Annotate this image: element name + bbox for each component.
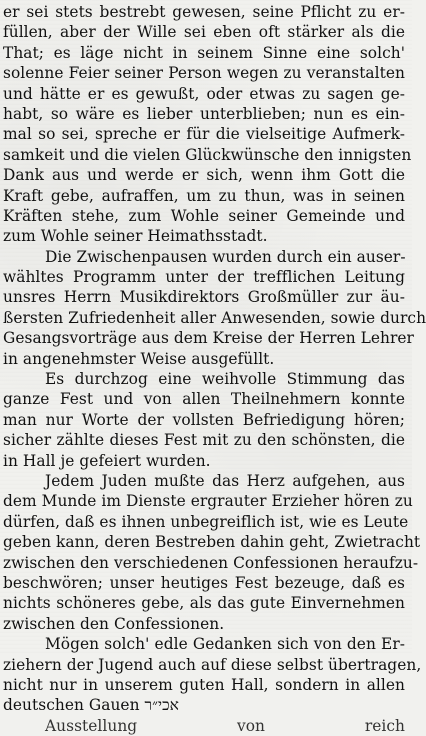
text-line: mal so sei, spreche er für die vielseitige Aufmerk- [3,125,405,144]
text-line: er sei stets bestrebt gewesen, seine Pflicht zu er- [3,3,405,21]
paragraph-start-line: Jedem Juden mußte das Herz aufgehen, aus [45,471,405,490]
text-line: sicher zählte dieses Fest mit zu den schönsten, die [3,431,405,450]
text-line: wähltes Programm unter der trefflichen Leitung [3,268,405,287]
text-line: dem Munde im Dienste ergrauter Erzieher hören zu [3,492,413,511]
text-line: That; es läge nicht in seinem Sinne eine solch' [3,43,405,62]
text-line: solenne Feier seiner Person wegen zu veranstalten [3,64,405,83]
text-line: habt, so wäre es lieber unterblieben; nun es ein- [3,104,405,123]
text-line: Dank aus und werde er sich, wenn ihm Gott die [3,166,405,185]
text-line: in angenehmster Weise ausgefüllt. [3,349,275,368]
text-line: dürfen, daß es ihnen unbegreiflich ist, wie es Leute [3,512,409,531]
text-line: unsres Herrn Musikdirektors Großmüller zur äu- [3,288,405,307]
text-line: Kraft gebe, aufraffen, um zu thun, was in seinen [3,186,405,205]
text-column [3,2,426,735]
text-line: in Hall je gefeiert wurden. [3,451,211,470]
paragraph-start-line: Mögen solch' edle Gedanken sich von den Er- [45,635,405,654]
next-article-fragment-line: Ausstellung von reich [45,716,405,735]
text-line: nicht nur in unserem guten Hall, sondern in allen [3,675,405,694]
text-line: ßersten Zufriedenheit aller Anwesenden, sowie durch [3,308,426,327]
text-line: und hätte er es gewußt, oder etwas zu sagen ge- [3,84,405,103]
text-line: zum Wohle seiner Heimathsstadt. [3,227,268,246]
text-line: man nur Worte der vollsten Befriedigung hören; [3,410,405,429]
text-line: zwischen den verschiedenen Confessionen heraufzu- [3,553,419,572]
paragraph-start-line: Die Zwischenpausen wurden durch ein auser- [45,247,406,266]
text-line: samkeit und die vielen Glückwünsche den innigsten [3,145,412,164]
text-line: nichts schöneres gebe, als das gute Einvernehmen [3,594,405,613]
text-line: Gesangsvorträge aus dem Kreise der Herren Lehrer [3,329,414,348]
text-line: Kräften stehe, zum Wohle seiner Gemeinde und [3,206,405,225]
text-line: ziehern der Jugend auch auf diese selbst übertragen, [3,655,422,674]
text-line: ganze Fest und von allen Theilnehmern konnte [3,390,405,409]
text-line: geben kann, deren Bestreben dahin geht, Zwietracht [3,533,421,552]
paragraph-start-line: Es durchzog eine weihvolle Stimmung das [45,370,405,389]
text-line: füllen, aber der Wille sei eben oft stärker als die [3,23,405,42]
text-line: zwischen den Confessionen. [3,614,225,633]
text-line: deutschen Gauen אכי״ר [3,696,179,715]
text-line: beschwören; unser heutiges Fest bezeuge, daß es [3,573,405,592]
